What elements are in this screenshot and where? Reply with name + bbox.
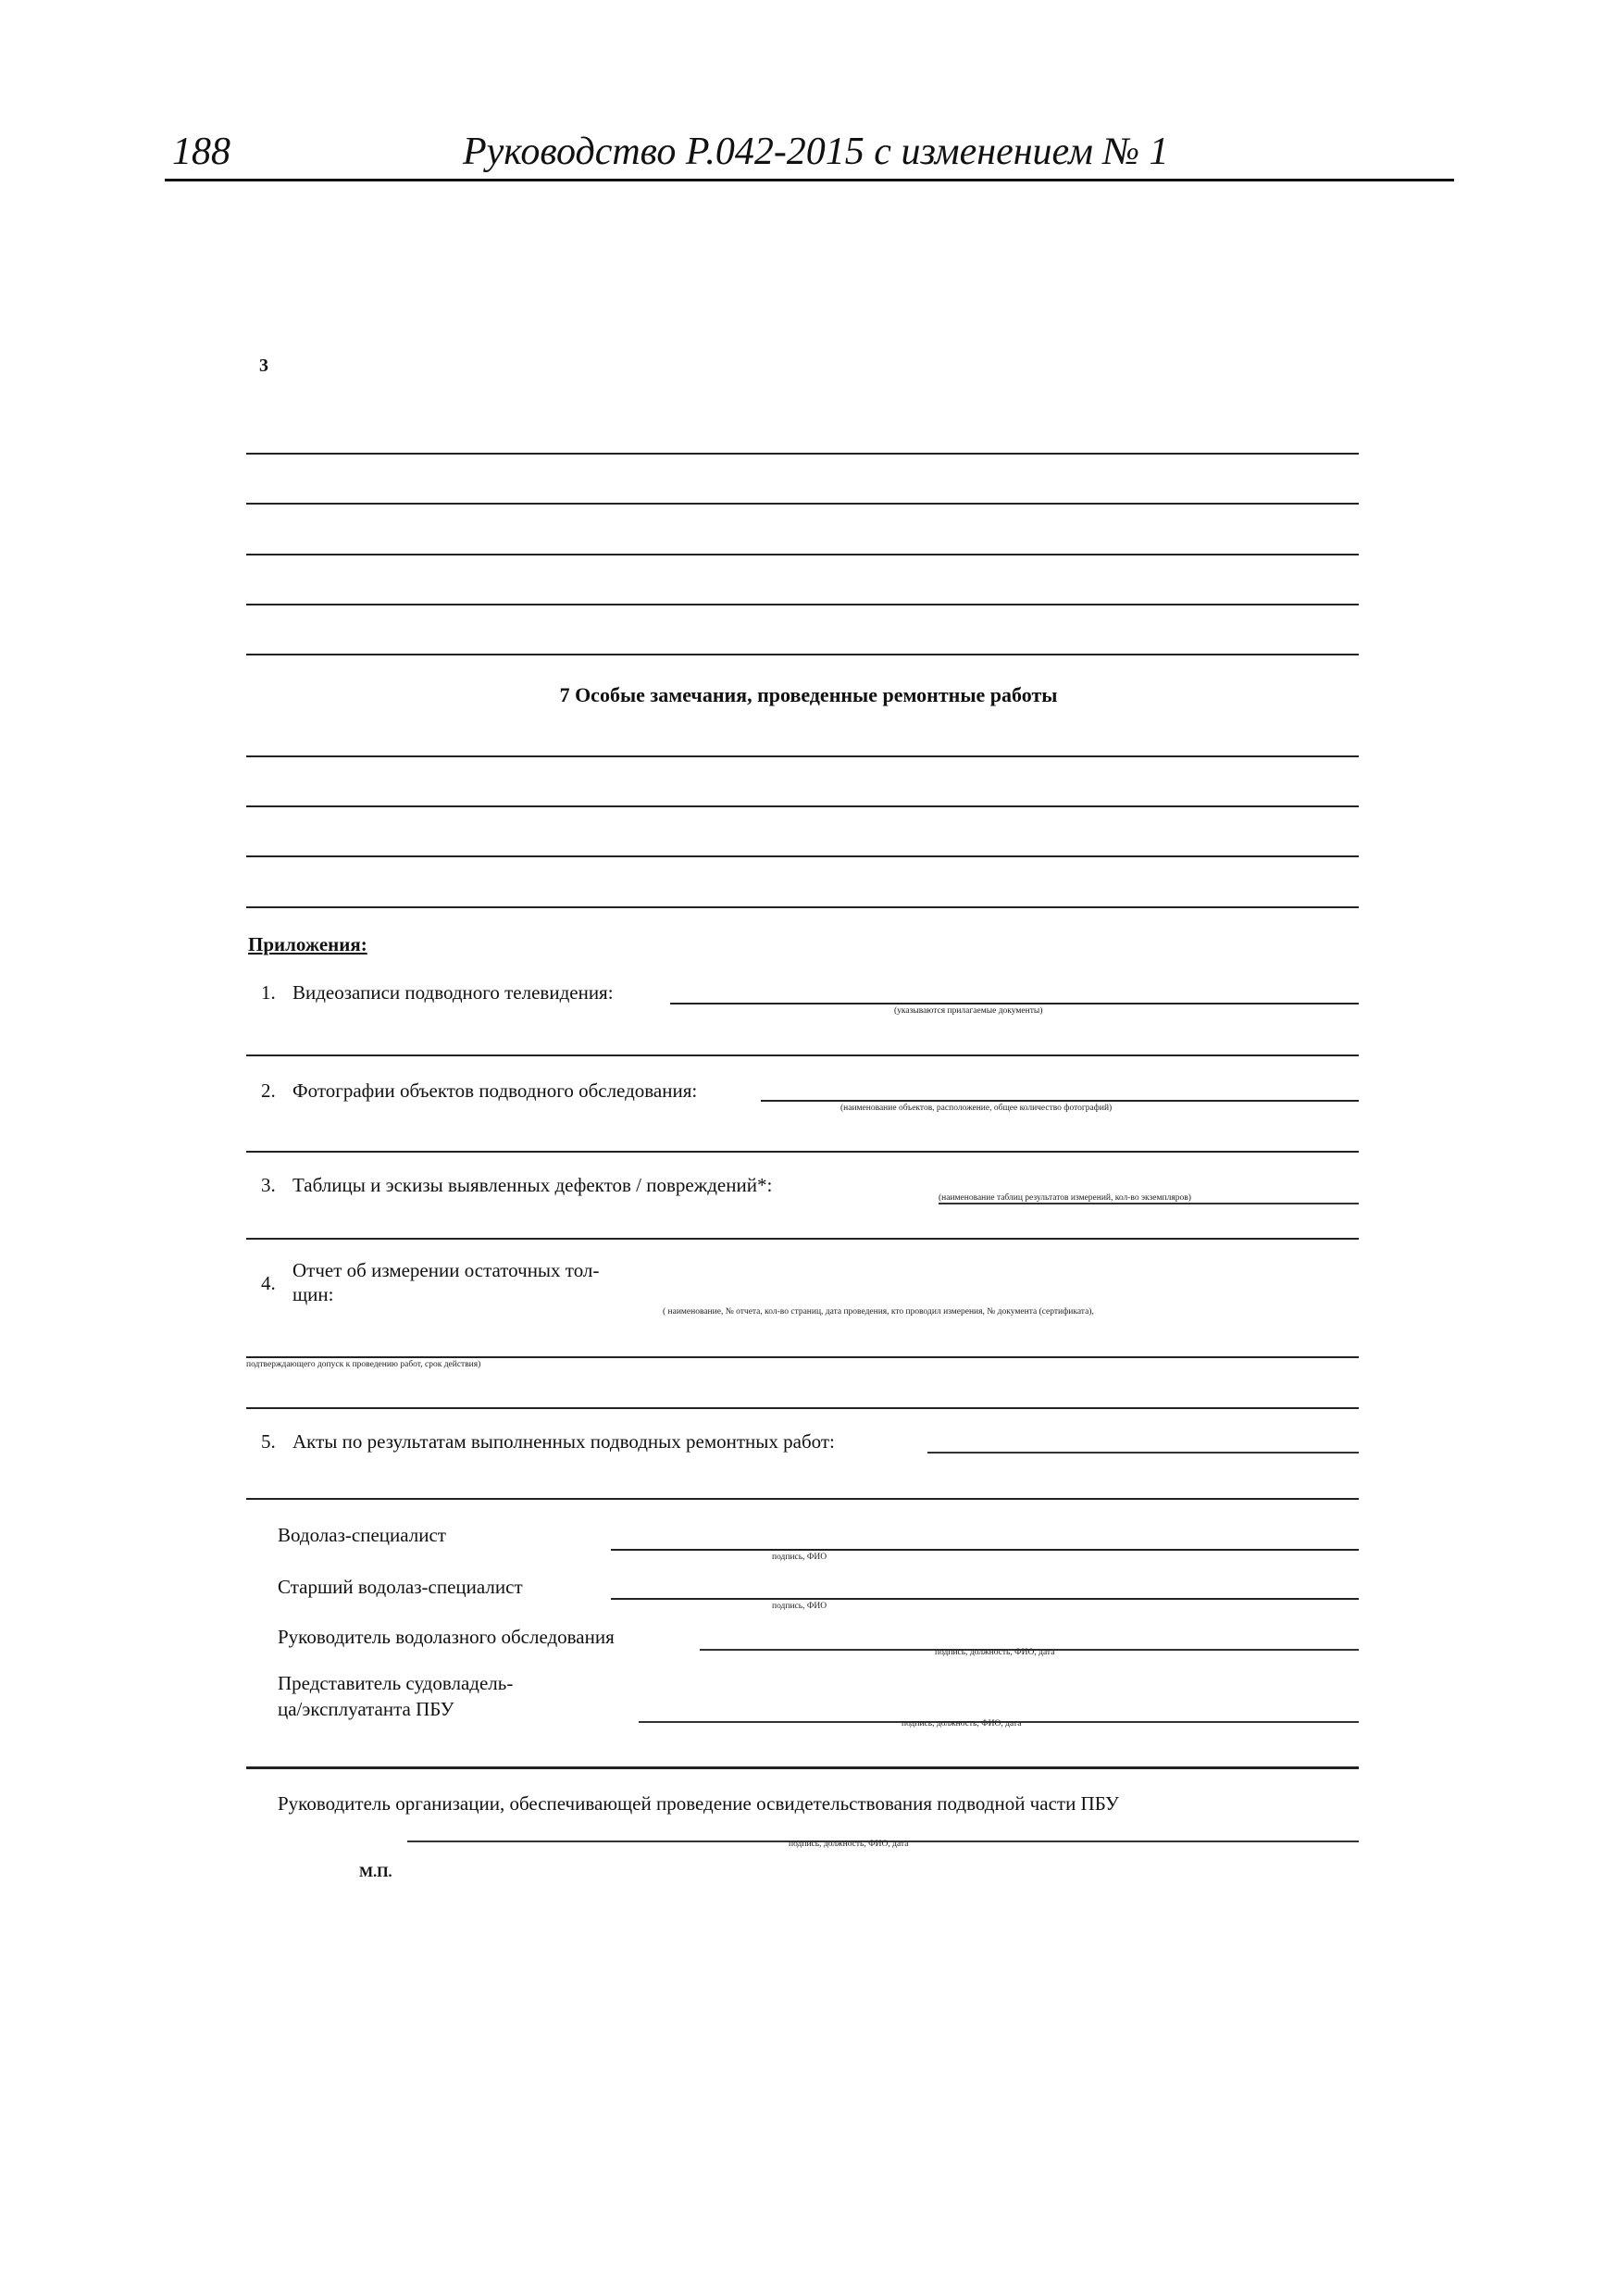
- signature-1-caption: подпись, ФИО: [772, 1553, 827, 1562]
- section-7-line-1: [246, 755, 1359, 757]
- appendix-4-label-line-1: Отчет об измерении остаточных тол-: [292, 1259, 600, 1281]
- signature-4-label-line-1: Представитель судовладель-: [278, 1672, 514, 1694]
- appendix-1-label: Видеозаписи подводного телевидения:: [292, 981, 614, 1004]
- document-title: Руководство Р.042-2015 с изменением № 1: [463, 131, 1169, 173]
- appendix-1-field[interactable]: [670, 1003, 1359, 1004]
- signature-1-label: Водолаз-специалист: [278, 1524, 446, 1546]
- signature-4-label-line-2: ца/эксплуатанта ПБУ: [278, 1698, 454, 1720]
- appendix-3-caption: (наименование таблиц результатов измерений, кол-во экземпляров): [939, 1193, 1191, 1203]
- appendix-3-label: Таблицы и эскизы выявленных дефектов / повреждений*:: [292, 1174, 773, 1196]
- appendix-1-caption: (указываются прилагаемые документы): [894, 1006, 1043, 1016]
- appendix-4-number: 4.: [261, 1272, 276, 1294]
- appendix-5-line-2: [246, 1498, 1359, 1500]
- appendix-5-number: 5.: [261, 1430, 276, 1453]
- section-3-line-5: [246, 654, 1359, 655]
- section-7-line-3: [246, 855, 1359, 857]
- appendix-3-number: 3.: [261, 1174, 276, 1196]
- appendix-4-field[interactable]: [246, 1356, 1359, 1358]
- appendices-title: Приложения:: [248, 933, 367, 955]
- header-rule: [165, 179, 1454, 181]
- signature-1-field[interactable]: [611, 1549, 1359, 1551]
- section-3-line-3: [246, 554, 1359, 555]
- signature-3-label: Руководитель водолазного обследования: [278, 1626, 615, 1648]
- appendix-2-label: Фотографии объектов подводного обследования:: [292, 1079, 698, 1102]
- appendix-2-line-2: [246, 1151, 1359, 1153]
- appendix-2-number: 2.: [261, 1079, 276, 1102]
- appendix-4-caption-2: подтверждающего допуск к проведению работ, срок действия): [246, 1360, 481, 1369]
- appendix-1-line-2: [246, 1054, 1359, 1056]
- signatures-divider: [246, 1766, 1359, 1769]
- appendix-3-field[interactable]: [939, 1203, 1359, 1204]
- appendix-4-caption: ( наименование, № отчета, кол-во страниц, дата проведения, кто проводил измерения, № документа (сертификата),: [663, 1307, 1094, 1316]
- signature-2-field[interactable]: [611, 1598, 1359, 1600]
- section-7-title: 7 Особые замечания, проведенные ремонтные работы: [559, 683, 1058, 706]
- appendix-4-label-line-2: щин:: [292, 1283, 334, 1305]
- signature-2-label: Старший водолаз-специалист: [278, 1576, 523, 1598]
- stamp-label: М.П.: [359, 1865, 392, 1880]
- page-number: 188: [172, 131, 230, 173]
- signature-2-caption: подпись, ФИО: [772, 1602, 827, 1611]
- section-7-line-2: [246, 805, 1359, 807]
- appendix-4-line-2: [246, 1407, 1359, 1409]
- section-3-line-4: [246, 604, 1359, 605]
- appendix-2-field[interactable]: [761, 1100, 1359, 1102]
- signature-3-caption: подпись, должность, ФИО, дата: [935, 1648, 1055, 1657]
- org-head-caption: подпись, должность, ФИО, дата: [789, 1840, 909, 1849]
- appendix-5-label: Акты по результатам выполненных подводных ремонтных работ:: [292, 1430, 835, 1453]
- appendix-5-field[interactable]: [927, 1452, 1359, 1454]
- section-3-number: 3: [259, 356, 268, 376]
- section-7-line-4: [246, 906, 1359, 908]
- section-3-line-2: [246, 503, 1359, 505]
- org-head-label: Руководитель организации, обеспечивающей проведение освидетельствования подводной части ПБУ: [278, 1792, 1119, 1815]
- signature-4-caption: подпись, должность, ФИО, дата: [902, 1719, 1022, 1728]
- section-3-line-1: [246, 453, 1359, 455]
- appendix-2-caption: (наименование объектов, расположение, общее количество фотографий): [840, 1104, 1113, 1113]
- appendix-1-number: 1.: [261, 981, 276, 1004]
- appendix-3-line-2: [246, 1238, 1359, 1240]
